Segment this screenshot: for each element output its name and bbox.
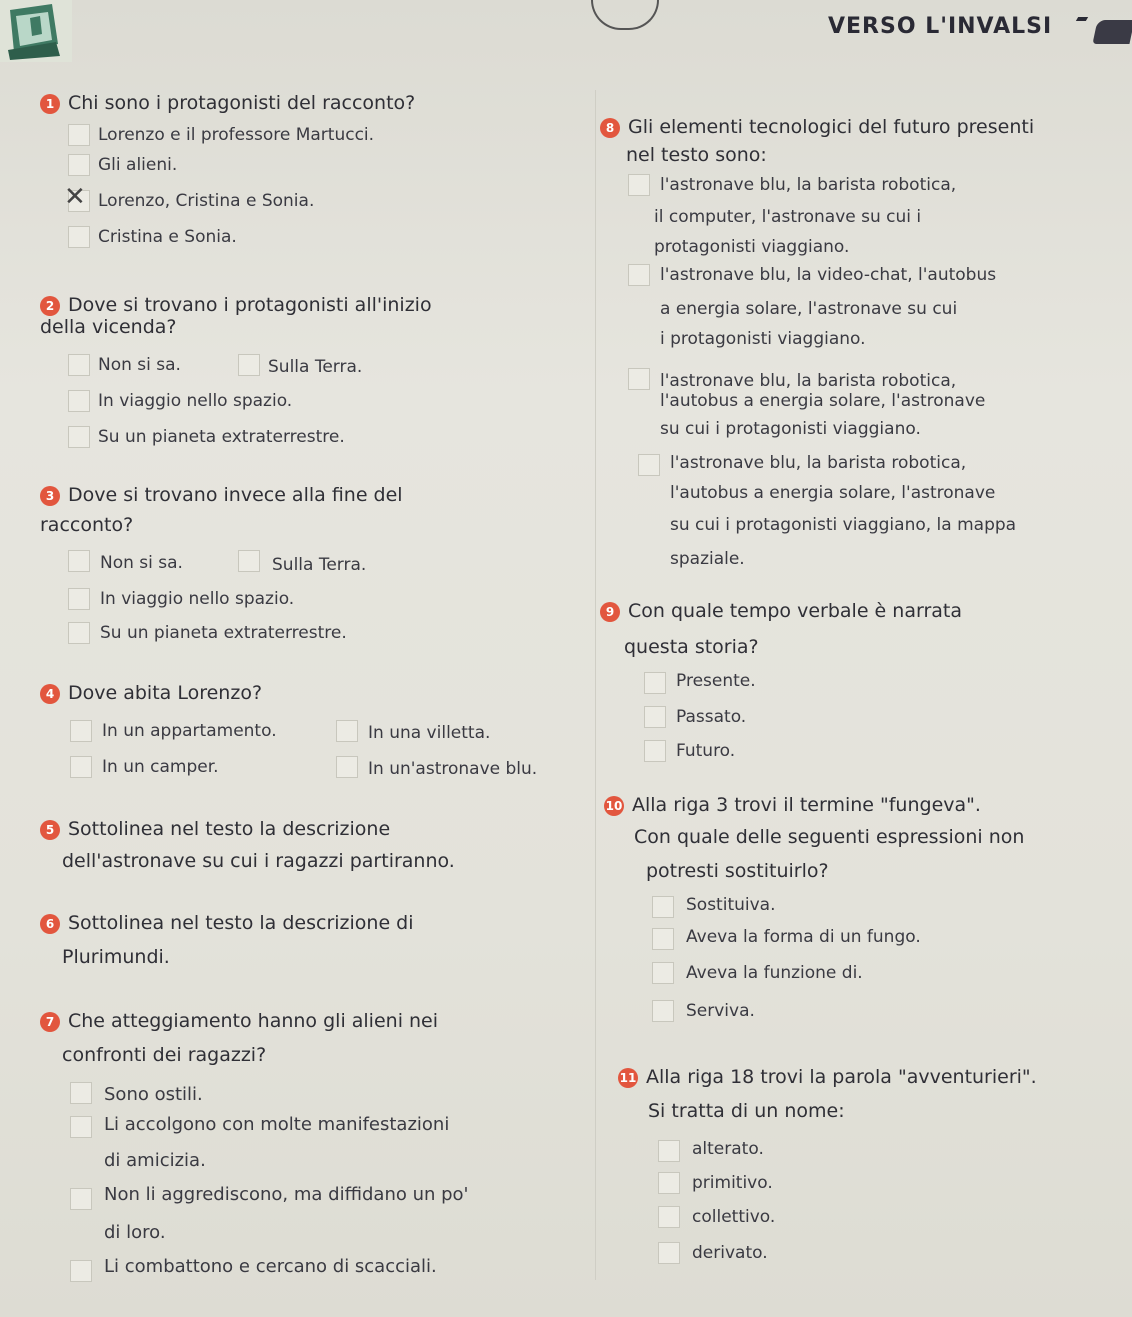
answer-option: Passato. [676,707,747,727]
answer-checkbox[interactable] [658,1206,680,1228]
answer-checkbox[interactable] [68,226,90,248]
question-number-badge: 9 [600,602,620,622]
answer-checkbox[interactable] [68,390,90,412]
question-text-continued: Con quale delle seguenti espressioni non [634,826,1025,848]
answer-checkbox[interactable] [658,1172,680,1194]
question-7 [40,1006,438,1036]
answer-checkbox[interactable] [68,354,90,376]
answer-option: l'astronave blu, la barista robotica, [660,371,957,391]
answer-checkbox[interactable] [70,720,92,742]
answer-option-continued: protagonisti viaggiano. [654,237,850,257]
question-number-badge: 1 [40,94,60,114]
answer-option-continued: l'autobus a energia solare, l'astronave [670,483,996,503]
answer-checkbox[interactable] [638,454,660,476]
answer-option: In un'astronave blu. [368,759,538,779]
answer-checkbox[interactable] [68,154,90,176]
question-number-badge: 11 [618,1068,638,1088]
question-text: Che atteggiamento hanno gli alieni nei [68,1010,439,1032]
question-number-badge: 8 [600,118,620,138]
answer-checkbox[interactable] [70,1188,92,1210]
checkmark-cross-icon: ✕ [64,182,86,212]
question-text-continued: nel testo sono: [626,144,767,166]
question-text: Sottolinea nel testo la descrizione [68,818,391,840]
question-3 [40,480,403,510]
answer-checkbox[interactable] [628,264,650,286]
answer-option: l'astronave blu, la video-chat, l'autobus [660,265,997,285]
answer-option: l'astronave blu, la barista robotica, [670,453,967,473]
question-number-badge: 6 [40,914,60,934]
answer-option: Su un pianeta extraterrestre. [98,427,345,447]
answer-option: Non si sa. [100,553,183,573]
question-number-badge: 10 [604,796,624,816]
answer-option-continued: su cui i protagonisti viaggiano. [660,419,921,439]
question-text: Alla riga 3 trovi il termine "fungeva". [632,794,981,816]
question-number-badge: 7 [40,1012,60,1032]
answer-option: Aveva la funzione di. [686,963,863,983]
question-text-continued: Si tratta di un nome: [648,1100,845,1122]
answer-checkbox[interactable] [70,1082,92,1104]
question-text-continued: potresti sostituirlo? [646,860,829,882]
answer-option: l'astronave blu, la barista robotica, [660,175,957,195]
question-text: Dove si trovano i protagonisti all'inizio [68,294,432,316]
answer-option-continued: l'autobus a energia solare, l'astronave [660,391,986,411]
question-number-badge: 2 [40,296,60,316]
answer-option: Sulla Terra. [272,555,367,575]
question-number-badge: 5 [40,820,60,840]
question-text: Dove si trovano invece alla fine del [68,484,403,506]
answer-option: alterato. [692,1139,764,1159]
answer-option: In un camper. [102,757,219,777]
answer-option: Su un pianeta extraterrestre. [100,623,347,643]
question-text: Sottolinea nel testo la descrizione di [68,912,414,934]
answer-option: Non si sa. [98,355,181,375]
section-title: VERSO L'INVALSI [828,14,1053,39]
answer-option: In viaggio nello spazio. [100,589,295,609]
question-text-continued: Plurimundi. [62,946,170,968]
question-11 [618,1062,1037,1092]
answer-checkbox[interactable] [658,1140,680,1162]
answer-checkbox[interactable] [644,672,666,694]
answer-checkbox[interactable] [644,706,666,728]
question-text-continued: confronti dei ragazzi? [62,1044,267,1066]
answer-option: In un appartamento. [102,721,277,741]
answer-option: collettivo. [692,1207,776,1227]
question-number-badge: 4 [40,684,60,704]
answer-option-continued: il computer, l'astronave su cui i [654,207,922,227]
answer-checkbox[interactable] [70,1260,92,1282]
answer-checkbox[interactable] [68,588,90,610]
answer-option: In viaggio nello spazio. [98,391,293,411]
answer-option-continued: su cui i protagonisti viaggiano, la mappa [670,515,1017,535]
answer-checkbox[interactable] [68,124,90,146]
answer-checkbox[interactable] [628,368,650,390]
answer-option: Sono ostili. [104,1084,203,1105]
answer-option: Cristina e Sonia. [98,227,237,247]
answer-checkbox[interactable] [336,756,358,778]
answer-checkbox[interactable] [68,550,90,572]
answer-option-continued: a energia solare, l'astronave su cui [660,299,958,319]
question-9 [600,596,962,626]
question-5 [40,814,390,844]
question-4 [40,678,262,708]
answer-checkbox[interactable] [652,962,674,984]
answer-option: Aveva la forma di un fungo. [686,927,921,947]
question-text-continued: racconto? [40,514,134,536]
answer-option: In una villetta. [368,723,491,743]
answer-checkbox[interactable] [628,174,650,196]
answer-option-continued: di amicizia. [104,1150,206,1171]
header [0,0,1132,62]
answer-checkbox[interactable] [70,756,92,778]
answer-checkbox[interactable] [658,1242,680,1264]
answer-option: Serviva. [686,1001,755,1021]
answer-checkbox[interactable] [68,622,90,644]
question-1 [40,88,415,118]
answer-checkbox[interactable] [644,740,666,762]
decorative-oval [591,0,659,30]
answer-option: Lorenzo, Cristina e Sonia. [98,191,315,211]
answer-option: primitivo. [692,1173,773,1193]
answer-option: Lorenzo e il professore Martucci. [98,125,375,145]
question-text: Con quale tempo verbale è narrata [628,600,962,622]
book-stack-icon [0,0,72,62]
question-text: Chi sono i protagonisti del racconto? [68,92,416,114]
answer-checkbox[interactable] [238,550,260,572]
answer-option: Li combattono e cercano di scacciali. [104,1256,437,1277]
answer-option: Futuro. [676,741,736,761]
question-number-badge: 3 [40,486,60,506]
question-8 [600,112,1034,142]
answer-option: Sulla Terra. [268,357,363,377]
answer-option-continued: di loro. [104,1222,166,1243]
question-10 [604,790,981,820]
question-text-continued: della vicenda? [40,316,177,338]
answer-checkbox[interactable] [68,426,90,448]
answer-checkbox[interactable] [652,928,674,950]
answer-checkbox[interactable] [336,720,358,742]
answer-option: derivato. [692,1243,768,1263]
answer-option: Presente. [676,671,756,691]
corner-tab [1092,20,1132,44]
question-text-continued: questa storia? [624,636,759,658]
answer-checkbox[interactable] [238,354,260,376]
answer-option-continued: i protagonisti viaggiano. [660,329,866,349]
answer-option: Sostituiva. [686,895,776,915]
title-tick-mark [1076,17,1088,21]
answer-checkbox[interactable] [652,896,674,918]
answer-option: Li accolgono con molte manifestazioni [104,1114,450,1135]
question-6 [40,908,414,938]
question-text: Gli elementi tecnologici del futuro presenti [628,116,1035,138]
answer-option: Non li aggrediscono, ma diffidano un po' [104,1184,469,1205]
answer-checkbox[interactable] [70,1116,92,1138]
column-divider [595,90,596,1280]
question-text: Alla riga 18 trovi la parola "avventurieri". [646,1066,1037,1088]
answer-checkbox[interactable] [652,1000,674,1022]
answer-option-continued: spaziale. [670,549,745,569]
answer-option: Gli alieni. [98,155,178,175]
question-text-continued: dell'astronave su cui i ragazzi partiranno. [62,850,455,872]
question-text: Dove abita Lorenzo? [68,682,263,704]
